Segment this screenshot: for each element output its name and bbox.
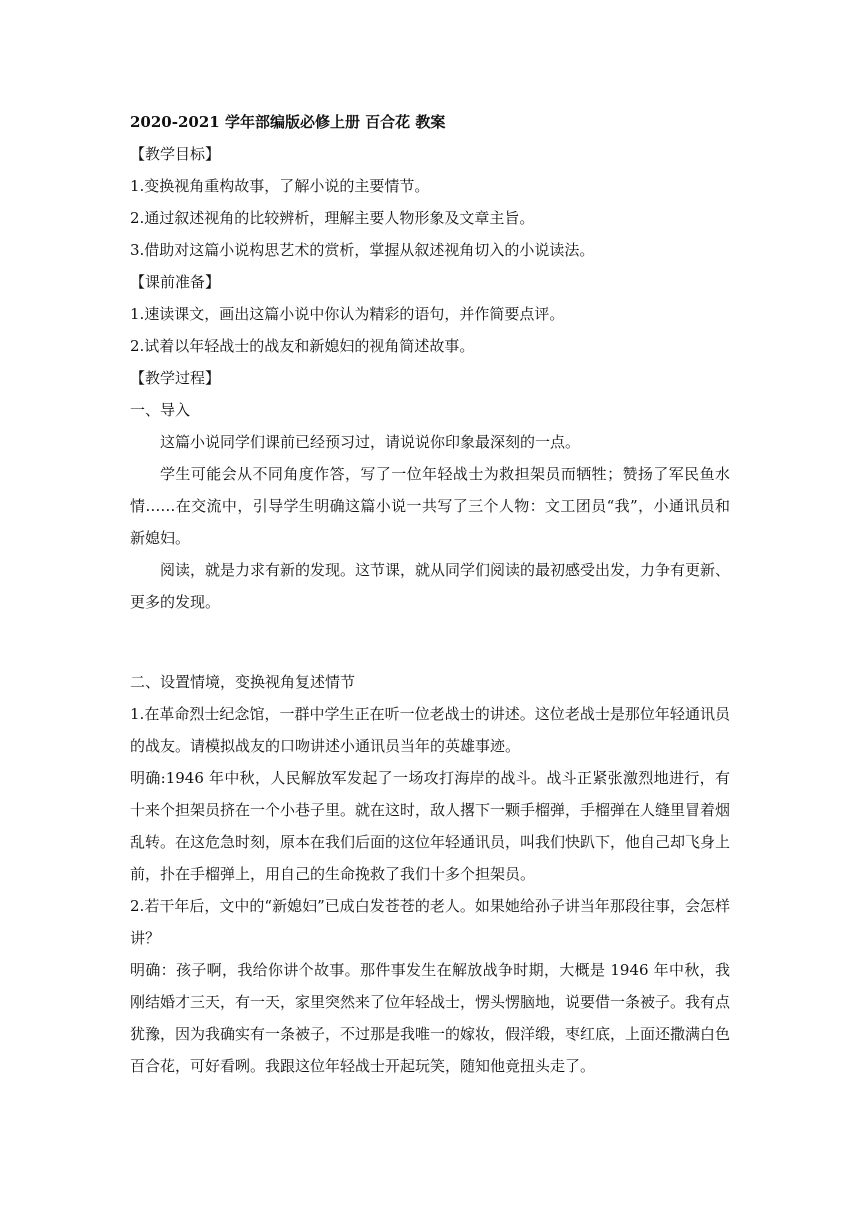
prep-item: 1.速读课文，画出这篇小说中你认为精彩的语句，并作简要点评。	[130, 305, 565, 323]
scene-heading: 二、设置情境，变换视角复述情节	[130, 673, 356, 691]
intro-heading: 一、导入	[130, 401, 191, 419]
intro-paragraph: 学生可能会从不同角度作答，写了一位年轻战士为救担架员而牺牲；赞扬了军民鱼水情……在交流中，引导学生明确这篇小说一共写了三个人物：文工团员“我”，小通讯员和新媳妇。	[130, 465, 730, 547]
document-title: 2020-2021 学年部编版必修上册 百合花 教案	[130, 113, 446, 131]
prep-heading: 【课前准备】	[130, 273, 221, 291]
process-heading: 【教学过程】	[130, 369, 221, 387]
objectives-heading: 【教学目标】	[130, 145, 221, 163]
scene-paragraph: 明确：孩子啊，我给你讲个故事。那件事发生在解放战争时期，大概是 1946 年中秋，我刚结婚才三天，有一天，家里突然来了位年轻战士，愣头愣脑地，说要借一条被子。我有点犹豫，因为我确实有一条被子，不过那是我唯一的嫁妆，假洋缎，枣红底，上面还撒满白色百合花，可好看咧。我跟这位年轻战士开起玩笑，随知他竟扭头走了。	[130, 961, 731, 1075]
objective-item: 3.借助对这篇小说构思艺术的赏析，掌握从叙述视角切入的小说读法。	[130, 241, 595, 259]
objective-item: 1.变换视角重构故事，了解小说的主要情节。	[130, 177, 430, 195]
objective-item: 2.通过叙述视角的比较辨析，理解主要人物形象及文章主旨。	[130, 209, 535, 227]
section-spacer	[130, 618, 730, 666]
scene-paragraph: 2.若干年后，文中的“新媳妇”已成白发苍苍的老人。如果她给孙子讲当年那段往事，会怎样讲？	[130, 897, 730, 947]
scene-paragraph: 1.在革命烈士纪念馆，一群中学生正在听一位老战士的讲述。这位老战士是那位年轻通讯员的战友。请模拟战友的口吻讲述小通讯员当年的英雄事迹。	[130, 705, 730, 755]
intro-paragraph: 这篇小说同学们课前已经预习过，请说说你印象最深刻的一点。	[160, 433, 581, 451]
intro-paragraph: 阅读，就是力求有新的发现。这节课，就从同学们阅读的最初感受出发，力争有更新、更多的发现。	[130, 561, 731, 611]
document-body	[130, 106, 730, 1082]
prep-item: 2.试着以年轻战士的战友和新媳妇的视角简述故事。	[130, 337, 475, 355]
scene-paragraph: 明确:1946 年中秋，人民解放军发起了一场攻打海岸的战斗。战斗正紧张激烈地进行，有十来个担架员挤在一个小巷子里。就在这时，敌人撂下一颗手榴弹，手榴弹在人缝里冒着烟乱转。在这危急时刻，原本在我们后面的这位年轻通讯员，叫我们快趴下，他自己却飞身上前，扑在手榴弹上，用自己的生命挽救了我们十多个担架员。	[130, 769, 731, 883]
